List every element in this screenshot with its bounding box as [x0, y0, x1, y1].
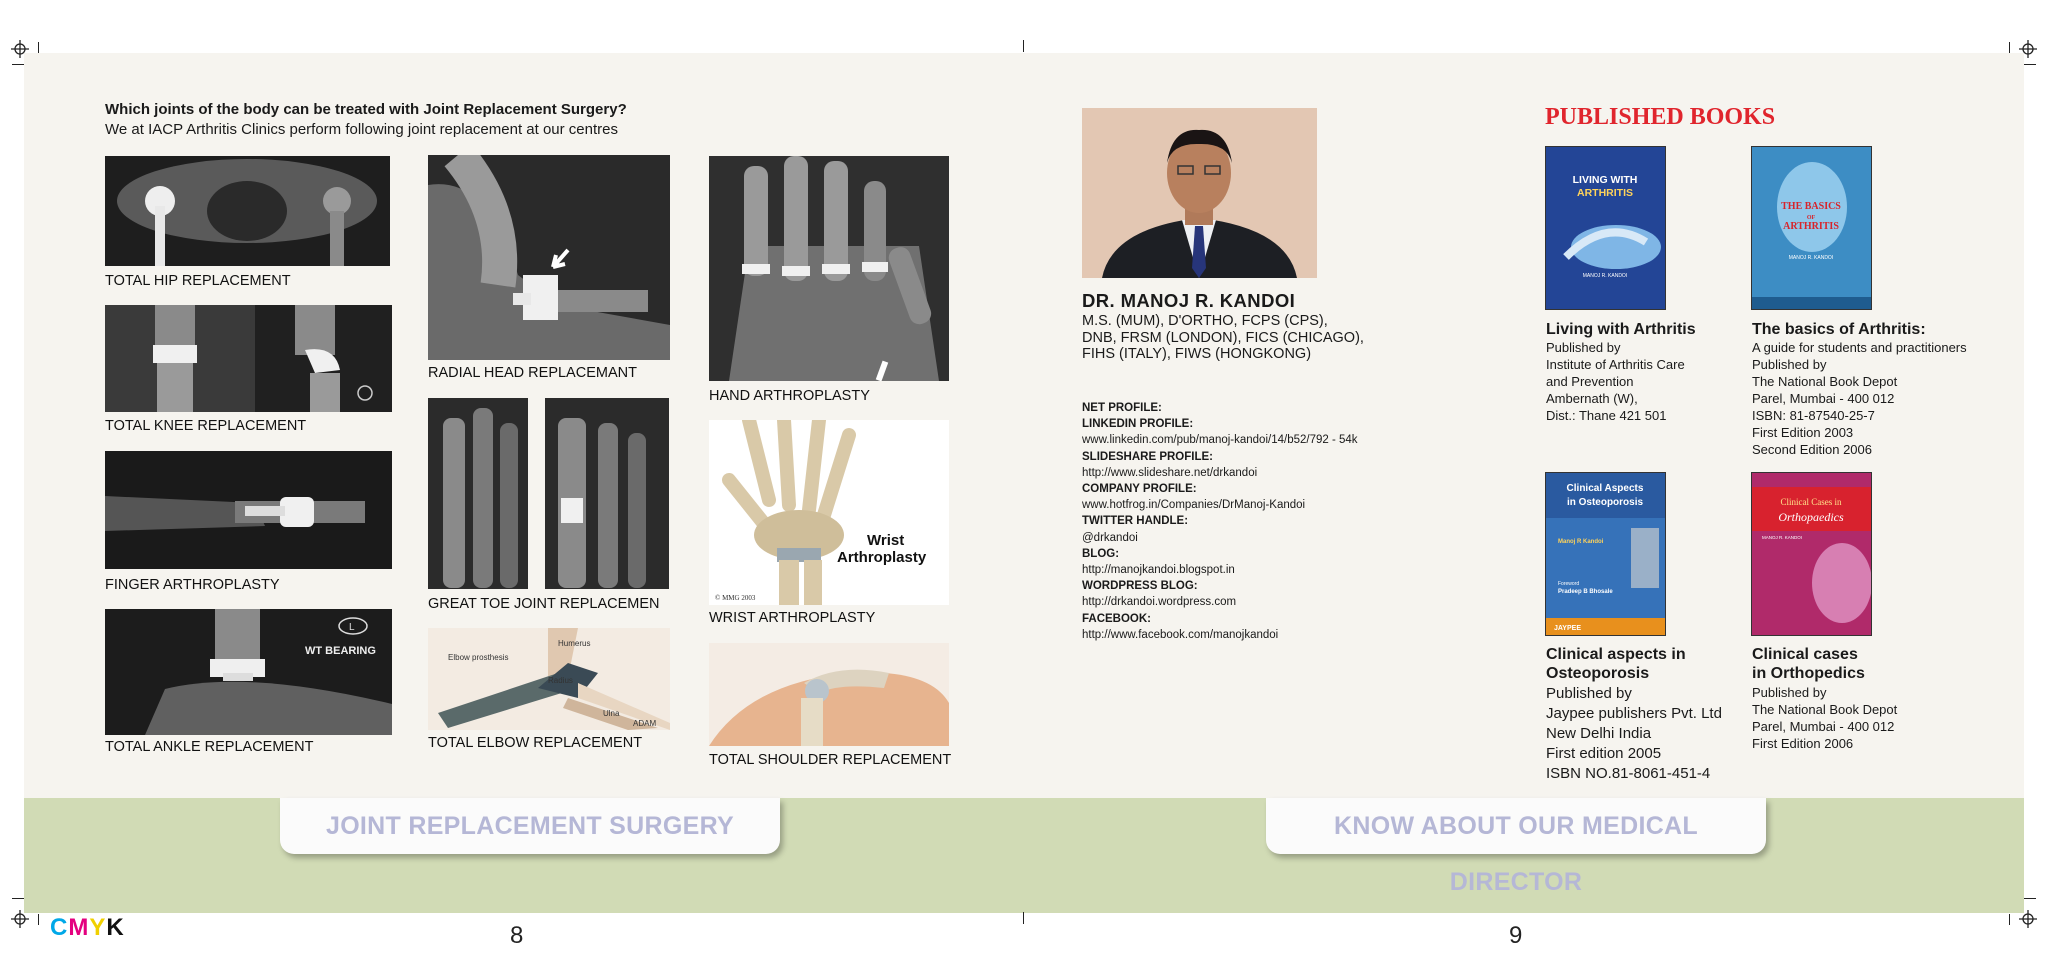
- cover-title: OF: [1806, 215, 1816, 221]
- book-info-line: ISBN: 81-87540-25-7: [1752, 408, 1875, 423]
- registration-mark-icon: [2019, 40, 2037, 58]
- crop-mark: [38, 914, 39, 925]
- section-question: Which joints of the body can be treated with Joint Replacement Surgery?: [105, 101, 627, 118]
- book-title: The basics of Arthritis:: [1752, 321, 1926, 338]
- procedure-caption: WRIST ARTHROPLASTY: [709, 610, 876, 626]
- book-cover-living-with-arthritis: [1545, 146, 1666, 310]
- page-number-left: 8: [510, 922, 524, 949]
- procedure-caption: TOTAL ELBOW REPLACEMENT: [428, 735, 643, 751]
- book-cover-clinical-cases-orthopaedics: [1751, 472, 1872, 636]
- cmyk-letter: M: [68, 914, 90, 941]
- procedure-caption: FINGER ARTHROPLASTY: [105, 577, 280, 593]
- crop-mark: [2024, 64, 2036, 65]
- profile-label: FACEBOOK:: [1082, 612, 1151, 625]
- book-title: [1752, 645, 1865, 683]
- procedure-caption: RADIAL HEAD REPLACEMANT: [428, 365, 637, 381]
- procedure-caption: TOTAL HIP REPLACEMENT: [105, 273, 291, 289]
- registration-mark-icon: [11, 910, 29, 928]
- profile-link[interactable]: http://www.slideshare.net/drkandoi: [1082, 466, 1258, 479]
- book-info-line: First edition 2005: [1546, 745, 1662, 762]
- procedure-caption: TOTAL KNEE REPLACEMENT: [105, 418, 307, 434]
- section-intro: We at IACP Arthritis Clinics perform following joint replacement at our centres: [105, 121, 618, 138]
- doctor-name: DR. MANOJ R. KANDOI: [1082, 290, 1296, 311]
- page-number-right: 9: [1509, 922, 1523, 949]
- profile-link[interactable]: http://drkandoi.wordpress.com: [1082, 596, 1237, 609]
- book-info-line: Published by: [1546, 340, 1621, 355]
- book-info-line: Second Edition 2006: [1752, 442, 1872, 457]
- crop-mark: [12, 898, 24, 899]
- profile-label: SLIDESHARE PROFILE:: [1082, 450, 1213, 463]
- profile-list: [1082, 400, 1358, 643]
- cover-title: Clinical Aspects: [1566, 483, 1644, 494]
- book-info: [1752, 339, 1967, 458]
- doctor-photo: [1082, 108, 1317, 278]
- hip-xray-image: [105, 156, 390, 266]
- book-info-line: The National Book Depot: [1752, 374, 1898, 389]
- crop-mark: [2009, 914, 2010, 925]
- book-info-line: New Delhi India: [1546, 725, 1652, 742]
- book-cover-basics-of-arthritis: [1751, 146, 1872, 310]
- wrist-credit: © MMG 2003: [715, 594, 756, 602]
- procedure-caption: TOTAL SHOULDER REPLACEMENT: [709, 752, 952, 768]
- elbow-label: Elbow prosthesis: [448, 653, 509, 662]
- book-info-line: A guide for students and practitioners: [1752, 340, 1967, 355]
- profile-label: NET PROFILE:: [1082, 402, 1162, 414]
- book-info-line: ISBN NO.81-8061-451-4: [1546, 765, 1711, 782]
- cover-title: in Osteoporosis: [1566, 497, 1644, 508]
- cmyk-letter: C: [50, 914, 69, 941]
- cover-author: Manoj R Kandoi: [1558, 539, 1604, 545]
- cover-extra: Foreword: [1558, 581, 1580, 587]
- cover-author: MANOJ R. KANDOI: [1582, 273, 1628, 279]
- book-info-line: Jaypee publishers Pvt. Ltd: [1546, 705, 1722, 722]
- section-tab-medical-director: KNOW ABOUT OUR MEDICAL DIRECTOR: [1266, 798, 1766, 854]
- great-toe-xray-image: [428, 398, 669, 589]
- credential-line: FIHS (ITALY), FIWS (HONGKONG): [1082, 346, 1312, 362]
- ankle-image-label: WT BEARING: [305, 645, 376, 657]
- book-info-line: Parel, Mumbai - 400 012: [1752, 391, 1895, 406]
- doctor-credentials: [1082, 313, 1364, 363]
- radial-head-xray-image: [428, 155, 670, 360]
- book-title: Living with Arthritis: [1546, 321, 1696, 338]
- section-tab-joint-replacement: JOINT REPLACEMENT SURGERY: [280, 798, 780, 854]
- finger-xray-image: [105, 451, 392, 569]
- profile-label: TWITTER HANDLE:: [1082, 515, 1189, 528]
- ankle-side-label: L: [349, 622, 355, 633]
- cover-title: ARTHRITIS: [1577, 187, 1633, 199]
- book-title-line: Clinical aspects in: [1546, 646, 1686, 663]
- book-info-line: Dist.: Thane 421 501: [1546, 408, 1667, 423]
- ankle-xray-image: [105, 609, 392, 735]
- book-info-line: and Prevention: [1546, 374, 1634, 389]
- book-info: [1546, 684, 1722, 784]
- cover-title: ARTHRITIS: [1783, 221, 1839, 232]
- elbow-credit: ADAM: [633, 719, 657, 728]
- cover-extra: JAYPEE: [1554, 625, 1581, 632]
- book-title-line: Clinical cases: [1752, 646, 1858, 663]
- cmyk-letter: Y: [89, 914, 107, 941]
- book-info: [1752, 684, 1897, 752]
- published-books-title: PUBLISHED BOOKS: [1545, 104, 1776, 130]
- elbow-label: Radius: [548, 676, 573, 685]
- book-info-line: Parel, Mumbai - 400 012: [1752, 719, 1895, 734]
- book-info-line: First Edition 2003: [1752, 425, 1854, 440]
- crop-mark: [12, 64, 24, 65]
- elbow-label: Humerus: [558, 639, 591, 648]
- book-cover-clinical-aspects-osteoporosis: [1545, 472, 1666, 636]
- credential-line: M.S. (MUM), D'ORTHO, FCPS (CPS),: [1082, 313, 1328, 329]
- book-title-line: in Orthopedics: [1752, 665, 1865, 682]
- book-info-line: Published by: [1752, 685, 1827, 700]
- crop-mark: [38, 42, 39, 53]
- wrist-label: Wrist: [867, 532, 905, 549]
- cover-title: Orthopaedics: [1778, 510, 1844, 524]
- book-info-line: Institute of Arthritis Care: [1546, 357, 1685, 372]
- cover-title: THE BASICS: [1781, 201, 1841, 212]
- book-title: [1546, 645, 1686, 683]
- wrist-label: Arthroplasty: [837, 549, 927, 566]
- registration-mark-icon: [2019, 910, 2037, 928]
- book-info-line: First Edition 2006: [1752, 736, 1854, 751]
- book-info-line: Published by: [1752, 357, 1827, 372]
- procedure-caption: GREAT TOE JOINT REPLACEMEN: [428, 596, 660, 612]
- cover-author: MANOJ R. KANDOI: [1761, 535, 1803, 540]
- cmyk-color-bar: [50, 914, 125, 942]
- elbow-illustration-image: [428, 628, 670, 730]
- book-info-line: The National Book Depot: [1752, 702, 1898, 717]
- crop-mark: [2024, 898, 2036, 899]
- cover-title: LIVING WITH: [1572, 174, 1638, 186]
- registration-mark-icon: [11, 40, 29, 58]
- cover-author: MANOJ R. KANDOI: [1788, 255, 1834, 261]
- profile-label: LINKEDIN PROFILE:: [1082, 418, 1194, 431]
- shoulder-illustration-image: [709, 643, 949, 746]
- fold-mark: [1023, 40, 1024, 52]
- profile-link[interactable]: www.hotfrog.in/Companies/DrManoj-Kandoi: [1082, 499, 1306, 512]
- credential-line: DNB, FRSM (LONDON), FICS (CHICAGO),: [1082, 329, 1364, 346]
- profile-label: WORDPRESS BLOG:: [1082, 580, 1198, 593]
- profile-link[interactable]: @drkandoi: [1082, 531, 1138, 544]
- knee-xray-image: [105, 305, 392, 412]
- profile-link[interactable]: www.linkedin.com/pub/manoj-kandoi/14/b52/792 - 54k: [1082, 434, 1358, 447]
- profile-link[interactable]: http://www.facebook.com/manojkandoi: [1082, 628, 1279, 641]
- profile-link[interactable]: http://manojkandoi.blogspot.in: [1082, 564, 1235, 577]
- profile-label: BLOG:: [1082, 547, 1120, 560]
- cmyk-letter: K: [106, 914, 125, 941]
- fold-mark: [1023, 912, 1024, 924]
- profile-label: COMPANY PROFILE:: [1082, 483, 1197, 496]
- crop-mark: [2009, 42, 2010, 53]
- book-info: [1546, 339, 1685, 424]
- procedure-caption: TOTAL ANKLE REPLACEMENT: [105, 739, 314, 755]
- procedure-caption: HAND ARTHROPLASTY: [709, 388, 870, 404]
- book-info-line: Published by: [1546, 685, 1632, 702]
- book-title-line: Osteoporosis: [1546, 665, 1650, 682]
- cover-extra: Pradeep B Bhosale: [1558, 589, 1613, 595]
- book-info-line: Ambernath (W),: [1546, 391, 1638, 406]
- wrist-illustration-image: [709, 420, 949, 605]
- elbow-label: Ulna: [603, 709, 620, 718]
- cover-title: Clinical Cases in: [1780, 497, 1842, 507]
- hand-xray-image: [709, 156, 949, 381]
